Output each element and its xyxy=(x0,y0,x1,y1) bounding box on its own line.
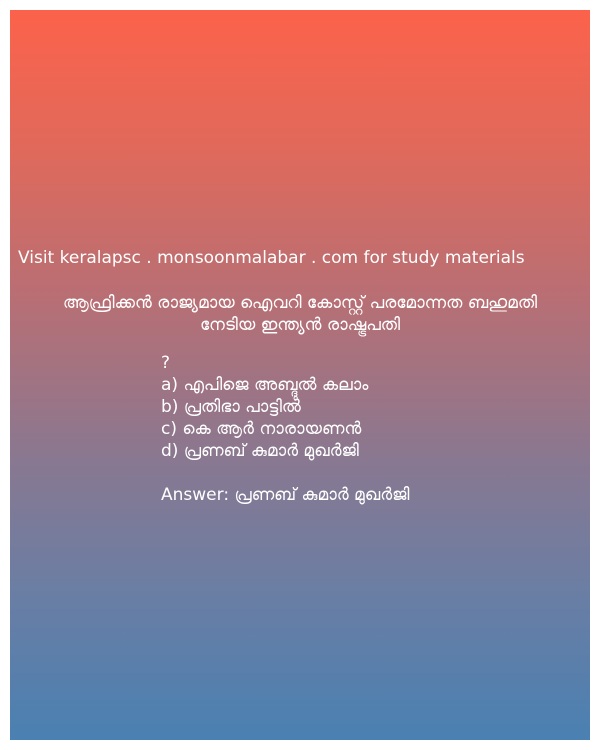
quiz-card xyxy=(10,10,590,740)
spacer xyxy=(161,462,409,484)
visit-website-text: Visit keralapsc . monsoonmalabar . com for study materials xyxy=(18,248,525,268)
option-c: c) കെ ആർ നാരായണൻ xyxy=(161,419,362,439)
question-line-2: നേടിയ ഇന്ത്യൻ രാഷ്ട്രപതി xyxy=(199,315,401,335)
question-line-1: ആഫ്രിക്കൻ രാജ്യമായ ഐവറി കോസ്റ്റ് പരമോന്നത ബഹുമതി xyxy=(62,293,538,313)
option-d: d) പ്രണബ് കുമാർ മുഖർജി xyxy=(161,441,359,461)
question-mark: ? xyxy=(161,353,171,373)
option-b: b) പ്രതിഭാ പാട്ടിൽ xyxy=(161,397,301,417)
options-block xyxy=(161,352,409,506)
option-a: a) എപിജെ അബ്ദുൽ കലാം xyxy=(161,375,369,395)
answer-text: Answer: പ്രണബ് കുമാർ മുഖർജി xyxy=(161,485,410,505)
question-text xyxy=(10,292,590,336)
